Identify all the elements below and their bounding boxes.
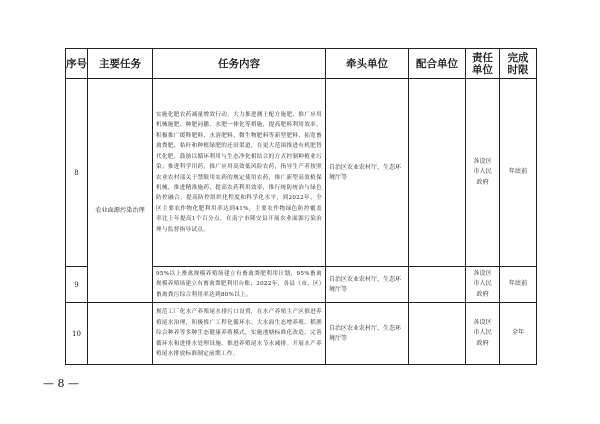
- row-responsible-unit: 各设区市人民政府: [466, 303, 500, 365]
- row-responsible-unit: 各设区市人民政府: [466, 79, 500, 267]
- table-row: [66, 79, 537, 267]
- row-serial-number: 9: [66, 267, 88, 303]
- row-serial-number: 8: [66, 79, 88, 267]
- row-main-task: [88, 303, 153, 365]
- header-task-content: 任务内容: [153, 49, 326, 79]
- row-lead-unit: 自治区农业农村厅、生态环境厅等: [326, 303, 409, 365]
- row-cooperating-unit: [409, 267, 466, 303]
- header-cooperating-unit: 配合单位: [409, 49, 466, 79]
- row-deadline: 年底前: [500, 79, 537, 267]
- row-responsible-unit: 各设区市人民政府: [466, 267, 500, 303]
- row-task-content: 规范工厂化水产养殖尾水排污口设置，在水产养殖主产区推进养殖尾水治理，积极推广工程化循环水、大水面生态增养殖、稻渔综合种养等多种生态健康养殖模式，实施池塘标准化改造，完善循环水和进排水处理设施，推进养殖尾水节水减排。开展水产养殖尾水排放标准制定前期工作。: [153, 303, 326, 365]
- header-lead-unit: 牵头单位: [326, 49, 409, 79]
- row-task-content: 95%以上畜禽规模养殖场建立有畜禽粪肥利用计划，95%畜禽规模养殖场建立有畜禽粪肥利用台账；2022年，各县（市、区）畜禽粪污综合利用率达到80%以上。: [153, 267, 326, 303]
- header-deadline: 完成时限: [500, 49, 537, 79]
- header-responsible-unit: 责任单位: [466, 49, 500, 79]
- row-deadline: 年底前: [500, 267, 537, 303]
- header-serial-number: 序号: [66, 49, 88, 79]
- main-task-label: 农业面源污染治理: [95, 206, 145, 214]
- row-serial-number: 10: [66, 303, 88, 365]
- row-lead-unit: 自治区农业农村厅、生态环境厅等: [326, 267, 409, 303]
- row-deadline: 全年: [500, 303, 537, 365]
- table-row: [66, 303, 537, 365]
- header-main-task: 主要任务: [88, 49, 153, 79]
- row-main-task: [88, 79, 153, 303]
- row-cooperating-unit: [409, 303, 466, 365]
- row-lead-unit: 自治区农业农村厅、生态环境厅等: [326, 79, 409, 267]
- row-cooperating-unit: [409, 79, 466, 267]
- table-header-row: [66, 49, 537, 79]
- page-number: — 8 —: [43, 377, 79, 390]
- row-task-content: 实施化肥农药减量增效行动，大力推进测土配方施肥，推广应用机械施肥、种肥同播、水肥一体化等措施，提高肥料利用效率，积极推广缓释肥料、水溶肥料、微生物肥料等新型肥料，拓宽畜禽粪肥、秸秆和种植绿肥的还田渠道，在更大范围推进有机肥替代化肥，鼓励以循环利用与生态净化相结合的方式控制种植业污染；推进科学用药，推广应用高效低风险农药，指导生产者按照农业农村部关于禁限用农药的规定使用农药，推广新型高效植保机械，推进精准施药，提高农药利用效率，推行统防统治与绿色防控融合，提高防控组织化程度和科学化水平，到2022年，全区主要农作物化肥利用率达到41%，主要农作物绿色防控覆盖率比上年提高1个百分点。在南宁市隆安县开展农业面源污染治理与监督指导试点。: [153, 79, 326, 267]
- task-table: [65, 48, 537, 365]
